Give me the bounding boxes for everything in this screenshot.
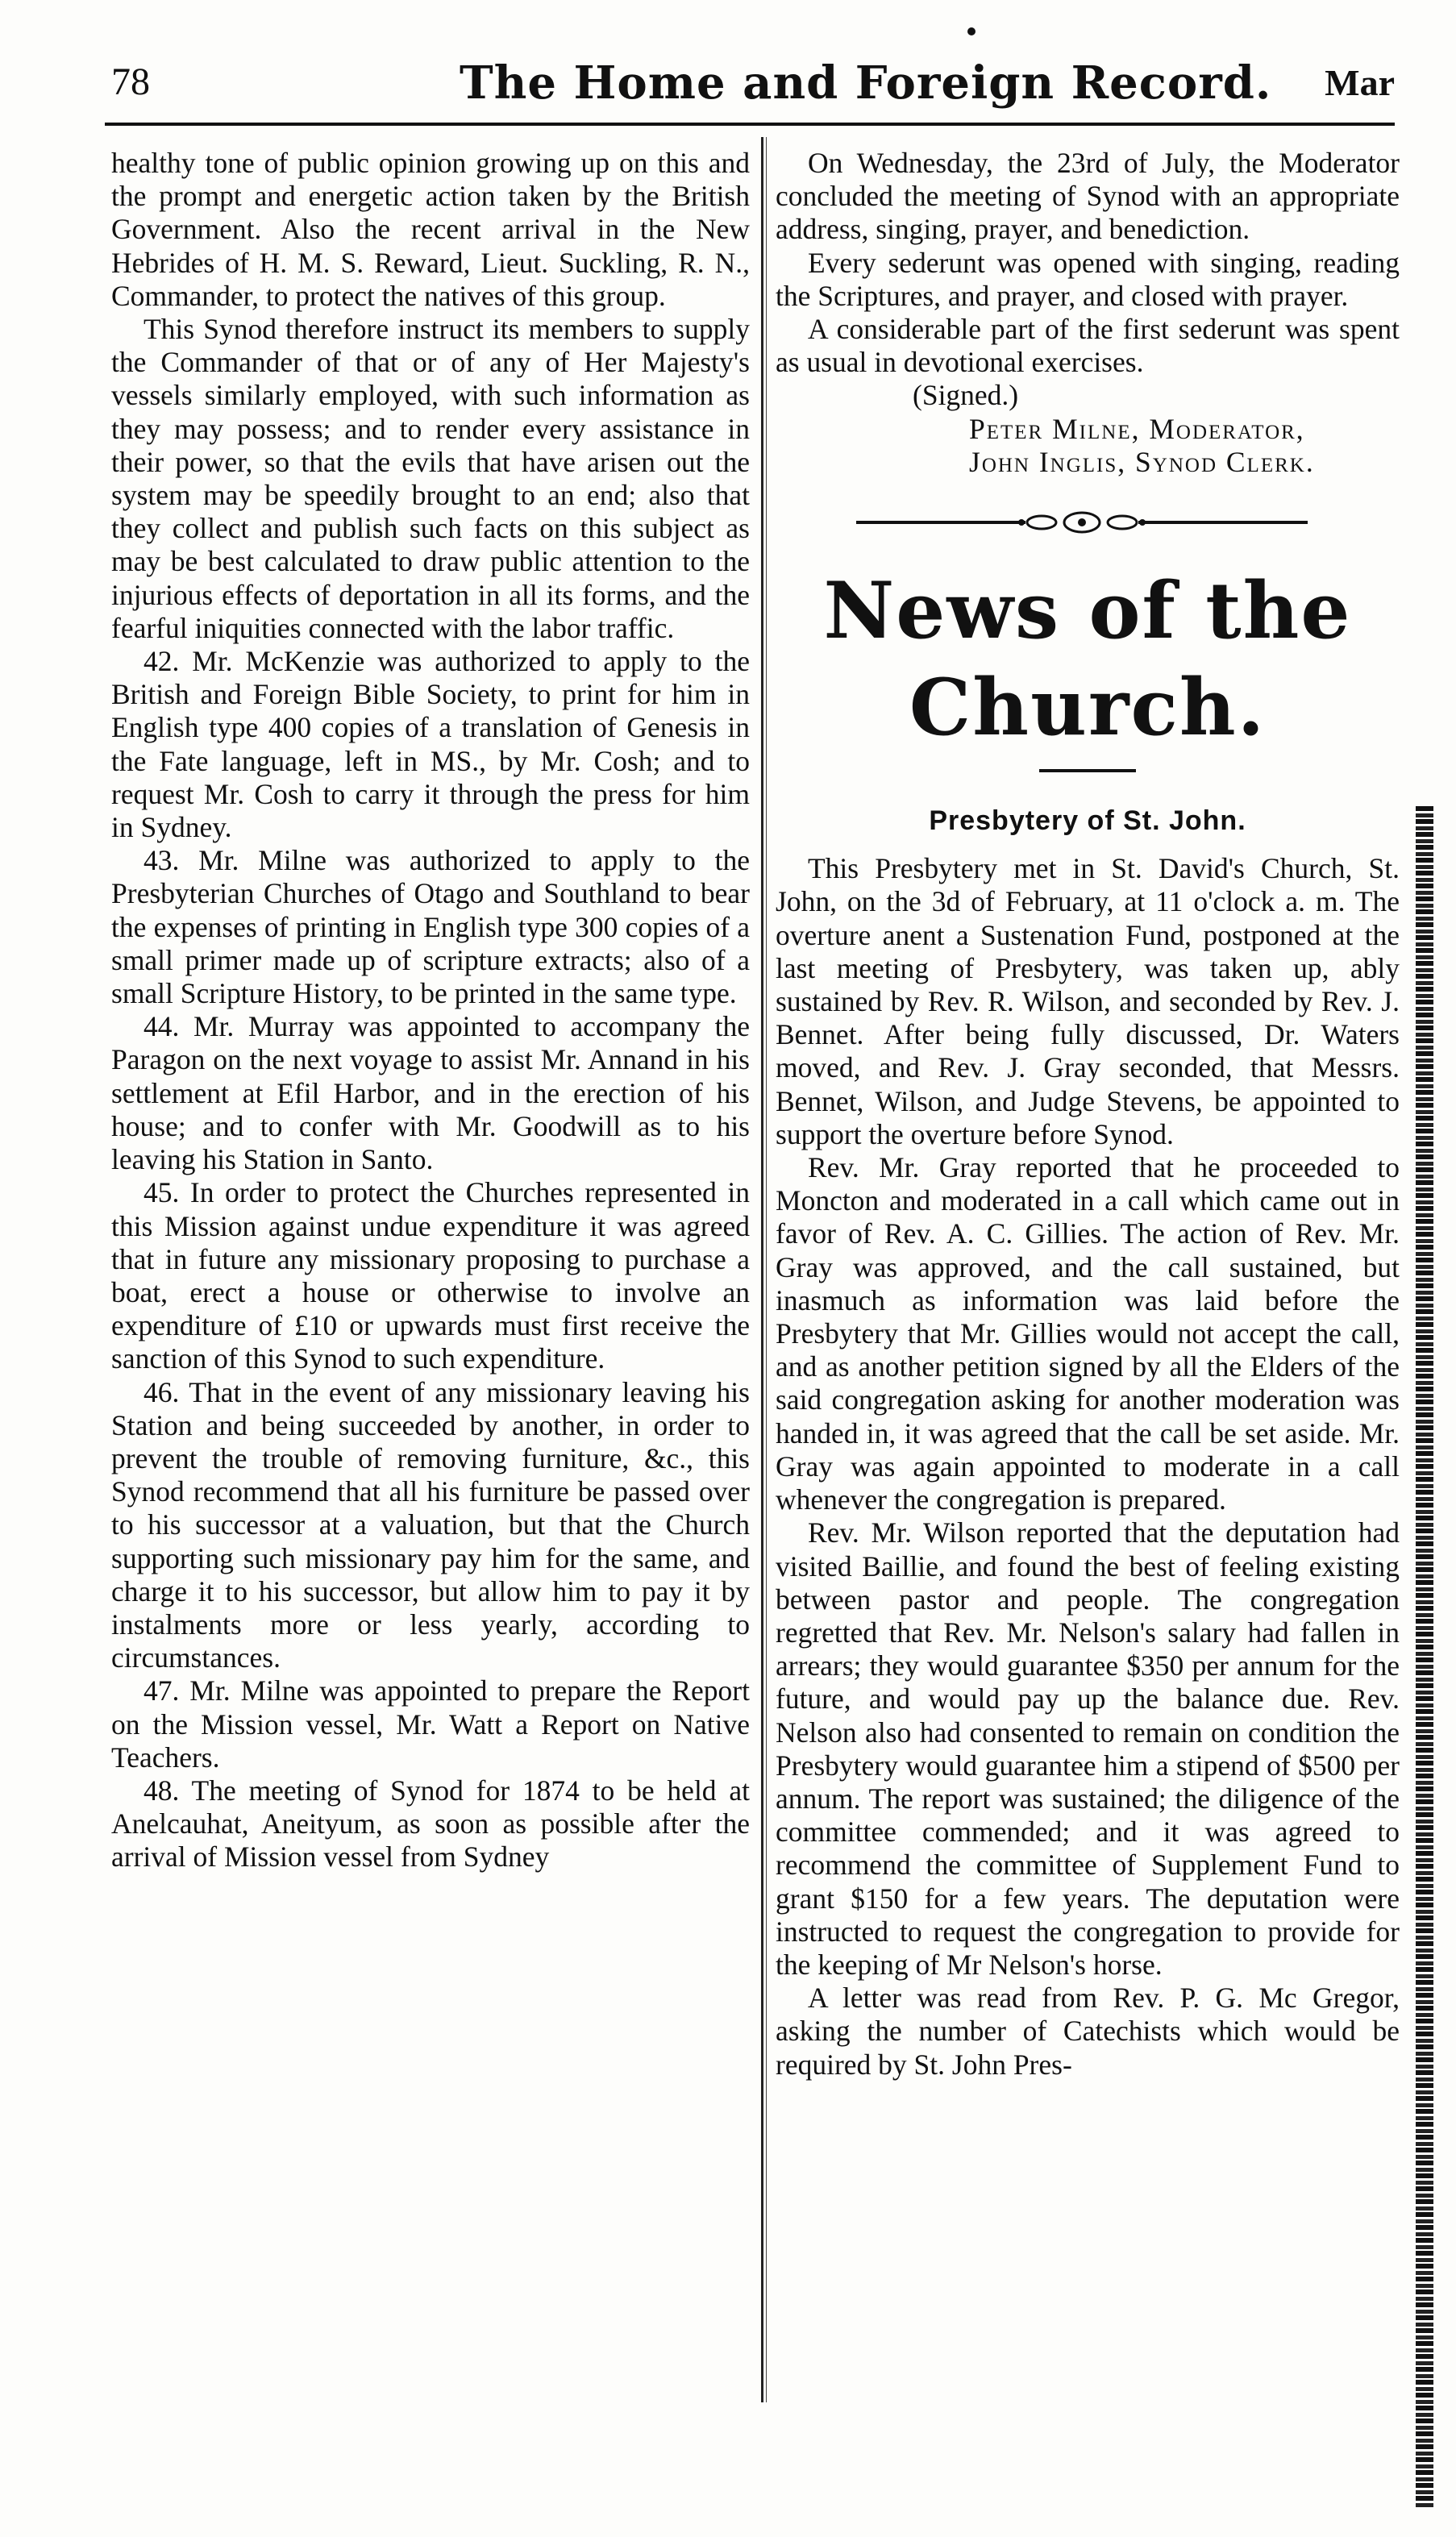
paragraph: This Synod therefore instruct its members to supply the Commander of that or of any of Her Majesty's vessels similarly employed, with such information as they may possess; and to render every assistance in their power, so that the evils that have arisen out the system may be speedily brought to an end; also that they collect and publish such facts on this subject as may be best calculated to draw public attention to the injurious effects of deportation in all its forms, and the fearful iniquities connected with the labor traffic.: [111, 313, 750, 644]
paragraph: 44. Mr. Murray was appointed to accompany the Paragon on the next voyage to assist Mr. Annand in his settlement at Efil Harbor, and in the erection of his house; and to confer with Mr. Goodwill as to his leaving his Station in Santo.: [111, 1010, 750, 1176]
paragraph: This Presbytery met in St. David's Church, St. John, on the 3d of February, at 11 o'clock a. m. The overture anent a Sustenation Fund, postponed at the last meeting of Presbytery, was taken up, ably sustained by Rev. R. Wilson, and seconded by Rev. J. Bennet. After being fully discussed, Dr. Waters moved, and Rev. J. Gray seconded, that Messrs. Bennet, Wilson, and Judge Stevens, be appointed to support the overture before Synod.: [776, 852, 1400, 1150]
paragraph: Rev. Mr. Gray reported that he proceeded to Moncton and moderated in a call which came out in favor of Rev. A. C. Gillies. The action of Rev. Mr. Gray was approved, and the call sustained, but inasmuch as information was laid before the Presbytery that Mr. Gillies would not accept the call, and as another petition signed by all the Elders of the said congregation asking for another moderation was handed in, it was agreed that the call be set aside. Mr. Gray was again appointed to moderate in a call whenever the congregation is prepared.: [776, 1151, 1400, 1516]
paragraph: 43. Mr. Milne was authorized to apply to the Presbyterian Churches of Otago and Southland to bear the expenses of printing in English type 300 copies of a small primer made up of scripture extracts; also of a small Scripture History, to be printed in the same type.: [111, 844, 750, 1010]
print-speck: [967, 27, 976, 35]
left-column: [111, 147, 750, 1874]
paragraph: On Wednesday, the 23rd of July, the Moderator concluded the meeting of Synod with an appropriate address, singing, prayer, and benediction.: [776, 147, 1400, 246]
ornamental-divider: [776, 498, 1400, 555]
paragraph: Every sederunt was opened with singing, reading the Scriptures, and prayer, and closed with prayer.: [776, 246, 1400, 312]
sub-heading: Presbytery of St. John.: [929, 805, 1246, 837]
paragraph: 45. In order to protect the Churches represented in this Mission against undue expenditure it was agreed that in future any missionary proposing to purchase a boat, erect a house or otherwise to involve an expenditure of £10 or upwards must first receive the sanction of this Synod to such expenditure.: [111, 1176, 750, 1375]
paragraph: 46. That in the event of any missionary leaving his Station and being succeeded by another, in order to prevent the trouble of removing furniture, &c., this Synod recommend that all his furniture be passed over to his successor at a valuation, but that the Church supporting such missionary pay him for the same, and charge it to his successor, but allow him to pay it by instalments more or less yearly, according to circumstances.: [111, 1375, 750, 1674]
paragraph: 47. Mr. Milne was appointed to prepare the Report on the Mission vessel, Mr. Watt a Report on Native Teachers.: [111, 1674, 750, 1774]
paragraph: 48. The meeting of Synod for 1874 to be held at Anelcauhat, Aneityum, as soon as possible after the arrival of Mission vessel from Sydney: [111, 1774, 750, 1874]
signature-clerk: John Inglis, Synod Clerk.: [969, 445, 1315, 478]
paragraph: A letter was read from Rev. P. G. Mc Gregor, asking the number of Catechists which would be required by St. John Pres-: [776, 1982, 1400, 2081]
binding-edge: [1416, 806, 1433, 2507]
signature-moderator: Peter Milne, Moderator,: [969, 412, 1305, 445]
paragraph: 42. Mr. McKenzie was authorized to apply to the British and Foreign Bible Society, to print for him in English type 400 copies of a translation of Genesis in the Fate language, left in MS., by Mr. Cosh; and to request Mr. Cosh to carry it through the press for him in Sydney.: [111, 645, 750, 844]
section-title: News of the Church.: [823, 565, 1352, 754]
paragraph: Rev. Mr. Wilson reported that the deputation had visited Baillie, and found the best of feeling existing between pastor and people. The congregation regretted that Rev. Mr. Nelson's salary had fallen in arrears; they would guarantee $350 per annum for the future, and would pay up the balance due. Rev. Nelson also had consented to remain on condition the Presbytery would guarantee him a stipend of $500 per annum. The report was sustained; the diligence of the committee commended; and it was agreed to recommend the committee of Supplement Fund to grant $150 for a few years. The deputation were instructed to request the congregation to provide for the keeping of Mr Nelson's horse.: [776, 1516, 1400, 1981]
right-column: [776, 147, 1400, 2082]
flourish-icon: [856, 506, 1308, 539]
journal-title: The Home and Foreign Record.: [460, 56, 1272, 110]
paragraph: healthy tone of public opinion growing up on this and the prompt and energetic action taken by the British Government. Also the recent arrival in the New Hebrides of H. M. S. Reward, Lieut. Suckling, R. N., Commander, to protect the natives of this group.: [111, 147, 750, 312]
signed-label: (Signed.): [913, 379, 1019, 412]
column-rule: [761, 137, 763, 2402]
running-head: [105, 50, 1395, 126]
title-rule: [1039, 769, 1136, 772]
column-rule-inner: [766, 137, 767, 2402]
paragraph: A considerable part of the first sederunt was spent as usual in devotional exercises.: [776, 313, 1400, 379]
issue-month: Mar: [1325, 62, 1395, 103]
page-number: 78: [111, 60, 150, 103]
